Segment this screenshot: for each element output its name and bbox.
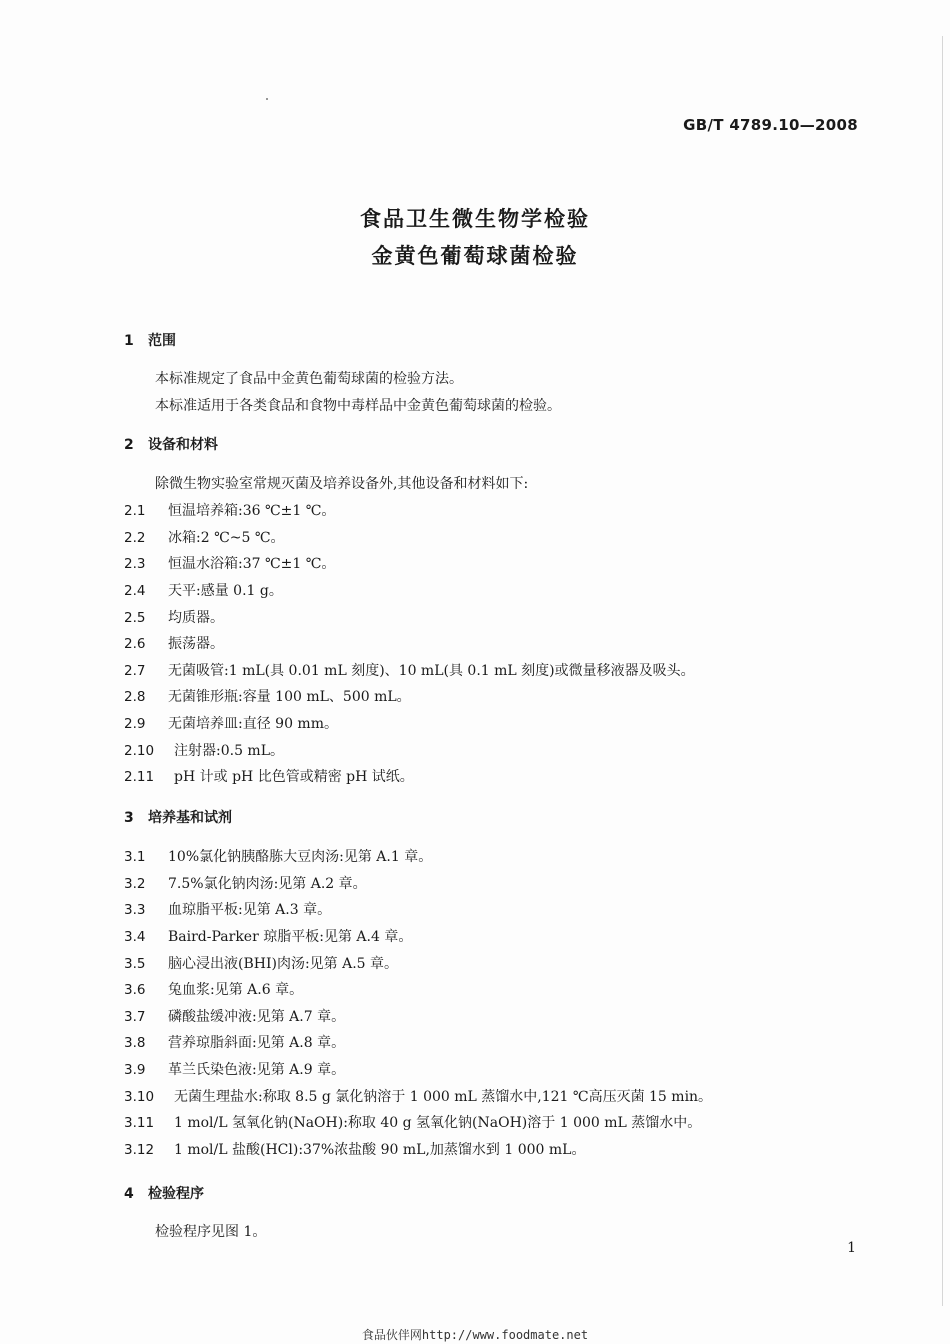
list-item: 2.9 无菌培养皿:直径 90 mm。 — [124, 716, 338, 732]
scan-speck — [266, 98, 268, 100]
list-item: 3.3 血琼脂平板:见第 A.3 章。 — [124, 902, 332, 918]
section-number: 4 — [124, 1186, 134, 1202]
section-1-paragraph: 本标准规定了食品中金黄色葡萄球菌的检验方法。 — [155, 371, 463, 387]
section-number: 3 — [124, 810, 134, 826]
title-line-2: 金黄色葡萄球菌检验 — [371, 244, 579, 268]
section-title: 设备和材料 — [148, 437, 218, 453]
list-item: 3.12 1 mol/L 盐酸(HCl):37%浓盐酸 90 mL,加蒸馏水到 1 000 mL。 — [124, 1142, 586, 1158]
section-title: 范围 — [148, 333, 176, 349]
title-line-1: 食品卫生微生物学检验 — [360, 207, 590, 231]
section-3-heading — [124, 807, 232, 827]
list-item: 2.11 pH 计或 pH 比色管或精密 pH 试纸。 — [124, 769, 414, 785]
list-item: 2.3 恒温水浴箱:37 ℃±1 ℃。 — [124, 556, 336, 572]
list-item: 3.6 兔血浆:见第 A.6 章。 — [124, 982, 304, 998]
list-item: 2.6 振荡器。 — [124, 636, 224, 652]
footer-watermark: 食品伙伴网http://www.foodmate.net — [361, 1328, 589, 1342]
list-item: 3.5 脑心浸出液(BHI)肉汤:见第 A.5 章。 — [124, 956, 399, 972]
list-item: 3.2 7.5%氯化钠肉汤:见第 A.2 章。 — [124, 876, 367, 892]
list-item: 3.10 无菌生理盐水:称取 8.5 g 氯化钠溶于 1 000 mL 蒸馏水中,121 ℃高压灭菌 15 min。 — [124, 1089, 713, 1105]
list-item: 2.4 天平:感量 0.1 g。 — [124, 583, 283, 599]
list-item: 3.1 10%氯化钠胰酪胨大豆肉汤:见第 A.1 章。 — [124, 849, 433, 865]
section-1-paragraph: 本标准适用于各类食品和食物中毒样品中金黄色葡萄球菌的检验。 — [155, 398, 561, 414]
section-number: 1 — [124, 333, 134, 349]
list-item: 2.8 无菌锥形瓶:容量 100 mL、500 mL。 — [124, 689, 411, 705]
section-title: 检验程序 — [148, 1186, 204, 1202]
list-item: 3.7 磷酸盐缓冲液:见第 A.7 章。 — [124, 1009, 346, 1025]
section-1-heading — [124, 330, 176, 350]
list-item: 2.5 均质器。 — [124, 610, 224, 626]
list-item: 2.1 恒温培养箱:36 ℃±1 ℃。 — [124, 503, 336, 519]
document-code: GB/T 4789.10—2008 — [683, 116, 858, 134]
list-item: 2.7 无菌吸管:1 mL(具 0.01 mL 刻度)、10 mL(具 0.1 mL 刻度)或微量移液器及吸头。 — [124, 663, 695, 679]
section-4-paragraph: 检验程序见图 1。 — [155, 1224, 267, 1240]
section-4-heading — [124, 1183, 204, 1203]
section-2-heading — [124, 434, 218, 454]
list-item: 3.11 1 mol/L 氢氧化钠(NaOH):称取 40 g 氢氧化钠(NaOH)溶于 1 000 mL 蒸馏水中。 — [124, 1115, 702, 1131]
list-item: 3.9 革兰氏染色液:见第 A.9 章。 — [124, 1062, 346, 1078]
list-item: 3.4 Baird-Parker 琼脂平板:见第 A.4 章。 — [124, 929, 413, 945]
section-title: 培养基和试剂 — [148, 810, 232, 826]
section-number: 2 — [124, 437, 134, 453]
list-item: 2.10 注射器:0.5 mL。 — [124, 743, 285, 759]
list-item: 3.8 营养琼脂斜面:见第 A.8 章。 — [124, 1035, 346, 1051]
section-2-intro: 除微生物实验室常规灭菌及培养设备外,其他设备和材料如下: — [155, 476, 529, 492]
page-number: 1 — [847, 1240, 856, 1256]
list-item: 2.2 冰箱:2 ℃~5 ℃。 — [124, 530, 285, 546]
